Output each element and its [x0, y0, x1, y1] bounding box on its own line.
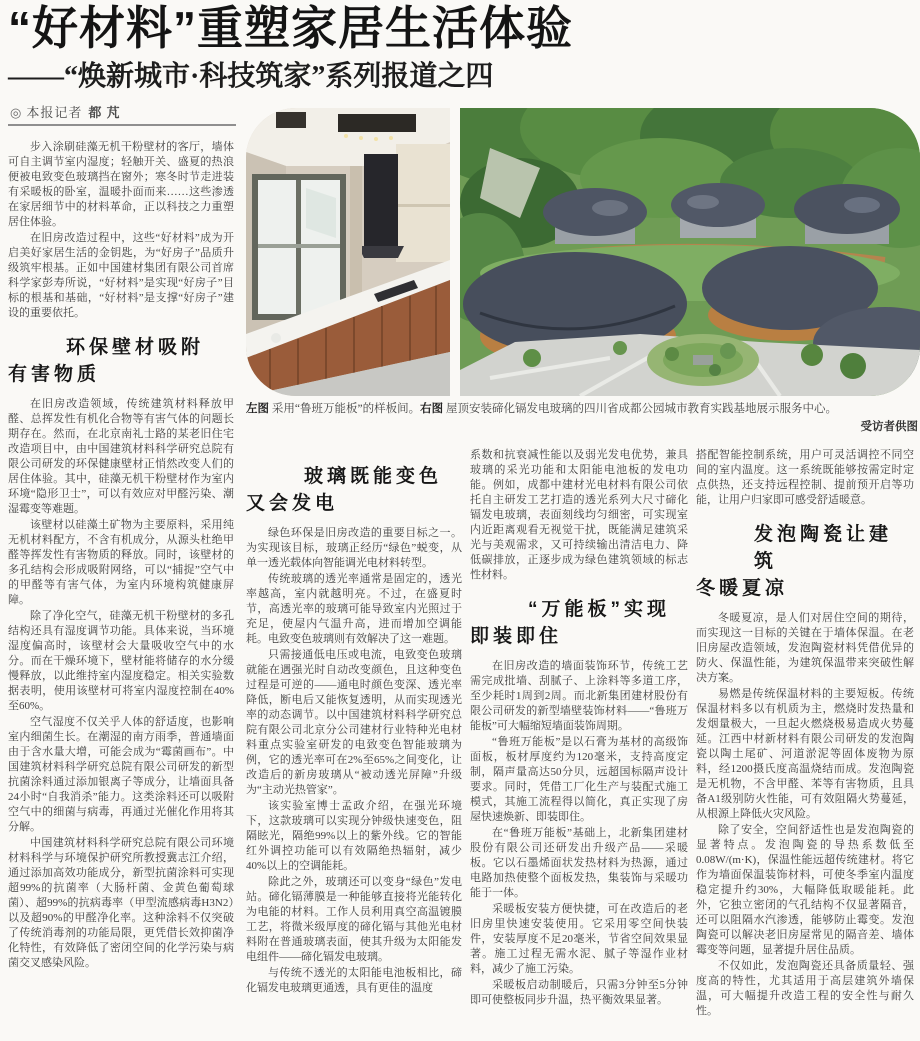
body-paragraph: 不仅如此，发泡陶瓷还具备质量轻、强度高的特性，尤其适用于高层建筑外墙保温，可大幅提升改造工程的安全性与耐久性。 — [696, 960, 914, 1017]
body-paragraph: 绿色环保是旧房改造的重要目标之一。为实现该目标，玻璃正经历“绿色”蜕变，从单一透光载体向智能调光电材料转型。 — [246, 527, 462, 569]
photo-block — [246, 108, 920, 396]
caption-left-label: 左图 — [246, 403, 269, 415]
body-paragraph: 除了净化空气，硅藻无机干粉壁材的多孔结构还具有湿度调节功能。具体来说，当环境湿度偏高时，该壁材会大量吸收空气中的水分。而在干燥环境下，壁材能将储存的水分缓慢释放，以此维持室内湿度稳定。相关实验数据表明，使用该壁材可将室内湿度控制在40%至60%。 — [8, 610, 234, 712]
body-paragraph: 在旧房改造的墙面装饰环节，传统工艺需完成批墙、刮腻子、上涂料等多道工序，至少耗时1周到2周。而北新集团建材股份有限公司研发的新型墙壁装饰材料——“鲁班万能板”可大幅缩短墙面装饰周期。 — [470, 660, 688, 732]
kitchen-sample-room-photo — [246, 108, 450, 396]
caption-right-text: 屋顶安装碲化镉发电玻璃的四川省成都公园城市教育实践基地展示服务中心。 — [443, 403, 837, 415]
body-paragraph: 除了安全，空间舒适性也是发泡陶瓷的显著特点。发泡陶瓷的导热系数低至0.08W/(m·K)，保温性能远超传统建材。将它作为墙面保温装饰材料，可使冬季室内温度稳定提升约30%，大幅降低取暖能耗。此外，它独立密闭的气孔结构不仅显著隔音，还可以阻隔水汽渗透，能够防止霉变。发泡陶瓷可以解决老旧房屋常见的隔音差、墙体霉变等问题，显著提升居住品质。 — [696, 824, 914, 956]
section-heading-universal-board: “万能板”实现 即装即住 — [470, 599, 671, 647]
body-paragraph: 空气湿度不仅关乎人体的舒适度，也影响室内细菌生长。在潮湿的南方雨季，普通墙面由于含水量大增，可能会成为“霉菌画布”。中国建筑材料科学研究总院有限公司研发的新型抗菌涂料通过添加银离子等成分，让墙面具备24小时“自我消杀”能力。这类涂料还可以吸附空气中的细菌与病毒，再通过光催化作用将其分解。 — [8, 716, 234, 833]
body-paragraph: 该壁材以硅藻土矿物为主要原料，采用纯无机材料配方，不含有机成分，从源头杜绝甲醛等挥发性有害物质的释放。同时，该壁材的多孔结构会形成吸附网络，可以“捕捉”空气中的甲醛等有害气体，为室内环境构筑健康屏障。 — [8, 519, 234, 606]
body-paragraph: 传统玻璃的透光率通常是固定的，透光率越高，室内就越明亮。不过，在盛夏时节，高透光率的玻璃可能导致室内光照过于充足，使屋内气温升高，进而增加空调能耗。电致变色玻璃则有效解决了这一难题。 — [246, 573, 462, 645]
body-paragraph: 除此之外，玻璃还可以变身“绿色”发电站。碲化镉薄膜是一种能够直接将光能转化为电能的材料。工作人员利用真空高温镀膜工艺，将微米级厚度的碲化镉与其他光电材料附在普通玻璃表面，使其升级为太阳能发电组件——碲化镉发电玻璃。 — [246, 876, 462, 963]
article-column-3 — [470, 448, 688, 1036]
body-paragraph: 在旧房改造领域，传统建筑材料释放甲醛、总挥发性有机化合物等有害气体的问题长期存在。然而，在北京南礼士路的某老旧住宅改造项目中，由中国建筑材料科学研究总院有限公司研发的环保健康壁材正悄然改变人们的居住体验。其中，硅藻无机干粉壁材作为室内环境“隐形卫士”，可以有效应对甲醛污染、潮湿霉变等难题。 — [8, 398, 234, 515]
body-paragraph: 中国建筑材料科学研究总院有限公司环境材料科学与环境保护研究所教授冀志江介绍，通过添加高效功能成分，新型抗菌涂料可实现超99%的抗菌率（大肠杆菌、金黄色葡萄球菌）、超99%的抗病毒率（甲型流感病毒H3N2）以及超90%的甲醛净化率。这种涂料不仅突破了传统消毒剂的功能局限，更凭借长效抑菌净化特性，有效降低了密闭空间的化学污染与病菌交叉感染风险。 — [8, 837, 234, 969]
caption-left-text: 采用“鲁班万能板”的样板间。 — [269, 403, 421, 415]
body-paragraph: 在“鲁班万能板”基础上，北新集团建材股份有限公司还研发出升级产品——采暖板。它以石墨烯面状发热材料为热源，通过电路加热使整个面板发热，集装饰与采暖功能于一体。 — [470, 827, 688, 899]
byline-marker-icon: ◎ — [10, 105, 23, 120]
body-paragraph: 采暖板启动制暖后，只需3分钟至5分钟即可使整板同步升温，热平衡效果显著。 — [470, 979, 688, 1006]
section-heading-wall-materials: 环保壁材吸附 有害物质 — [8, 337, 205, 385]
photo-credit: 受访者供图 — [860, 421, 918, 433]
byline-label: 本报记者 — [26, 105, 83, 120]
section-heading-smart-glass: 玻璃既能变色 又会发电 — [246, 466, 443, 514]
article-column-2 — [246, 450, 462, 1036]
section-heading-foamed-ceramic: 发泡陶瓷让建筑 冬暖夏凉 — [696, 524, 893, 599]
series-subtitle: ——“焕新城市·科技筑家”系列报道之四 — [8, 61, 494, 92]
byline-divider — [8, 124, 236, 126]
article-column-1 — [8, 140, 234, 1036]
body-paragraph: 在旧房改造过程中，这些“好材料”成为开启美好家居生活的金钥匙，为“好房子”品质升级筑牢根基。正如中国建材集团有限公司首席科学家彭寿所说，“好材料”是实现“好房子”目标的根基和基础，“好材料”是支撑“好房子”建设的重要依托。 — [8, 232, 234, 319]
body-paragraph: “鲁班万能板”是以石膏为基材的高级饰面板，板材厚度约为120毫米，支持高度定制，隔声量高达50分贝，远超国标隔声设计要求。同时，凭借工厂化生产与装配式施工模式，其施工流程得以简化，真正实现了房屋快速焕新、即装即住。 — [470, 736, 688, 823]
body-paragraph: 与传统不透光的太阳能电池板相比，碲化镉发电玻璃更通透，具有更佳的温度 — [246, 967, 462, 994]
body-paragraph: 采暖板安装方便快捷，可在改造后的老旧房里快速安装使用。它采用零空间快装件，安装厚度不足20毫米，节省空间效果显著。施工过程无需水泥、腻子等湿作业材料，减少了施工污染。 — [470, 903, 688, 975]
body-paragraph-continuation: 搭配智能控制系统，用户可灵活调控不同空间的室内温度。这一系统既能够按需定时定点供热，还支持远程控制、提前预开启等功能，让用户归家即可感受舒适暖意。 — [696, 449, 914, 506]
body-paragraph: 冬暖夏凉，是人们对居住空间的期待，而实现这一目标的关键在于墙体保温。在老旧房屋改造领域，发泡陶瓷材料凭借优异的防火、保温性能，为建筑保温带来突破性解决方案。 — [696, 612, 914, 684]
article-column-4 — [696, 448, 914, 1036]
body-paragraph: 易燃是传统保温材料的主要短板。传统保温材料多以有机质为主，燃烧时发热量和发烟量极大，一旦起火燃烧极易造成火势蔓延。江西中材新材料有限公司研发的发泡陶瓷以陶土尾矿、河道淤泥等固体废物为原料，经1200摄氏度高温烧结而成。发泡陶瓷是无机物，不含甲醛、苯等有害物质，且具备A1级别防火性能，可有效阻隔火势蔓延，从根源上降低火灾风险。 — [696, 688, 914, 820]
body-paragraph-continuation: 系数和抗衰减性能以及弱光发电优势，兼具玻璃的采光功能和太阳能电池板的发电功能。例如，成都中建材光电材料有限公司依托自主研发工艺打造的透光系列大尺寸碲化镉发电玻璃，表面刻线均匀细密，可实现室内近距离观看无视觉干扰，既能满足建筑采光与美观需求，又可持续输出清洁电力、降低碳排放，正逐步成为绿色建筑领域的标志性材料。 — [470, 449, 688, 581]
body-paragraph: 只需接通低电压或电流，电致变色玻璃就能在遇强光时自动改变颜色，且这种变色过程是可逆的——通电时颜色变深、透光率降低，断电后又能恢复透明，从而实现透光率的动态调节。以中国建筑材料科学研究总院有限公司北京分公司建材行业特种光电材料重点实验室研发的电致变色智能玻璃为例，它的透光率可在2%至65%之间变化，让改造后的新房玻璃从“被动透光屏障”升级为“主动光热管家”。 — [246, 649, 462, 796]
byline — [10, 102, 236, 121]
photo-caption — [246, 401, 918, 418]
body-paragraph: 步入涂刷硅藻无机干粉壁材的客厅，墙体可自主调节室内湿度；轻触开关、盛夏的热浪便被电致变色玻璃挡在窗外；寒冬时节走进装有采暖板的卧室，温暖扑面而来……这些渗透在家居细节中的材料革命，正以科技之力重塑居住体验。 — [8, 141, 234, 228]
reporter-name: 都 芃 — [88, 105, 121, 120]
aerial-buildings-photo — [460, 108, 920, 396]
caption-right-label: 右图 — [420, 403, 444, 415]
page-title: “好材料”重塑家居生活体验 — [8, 2, 573, 54]
body-paragraph: 该实验室博士孟政介绍，在强光环境下，这款玻璃可以实现分钟级快速变色，阻隔眩光，隔绝99%以上的紫外线。它的智能红外调控功能可以有效隔绝热辐射，减少40%以上的空调能耗。 — [246, 800, 462, 872]
